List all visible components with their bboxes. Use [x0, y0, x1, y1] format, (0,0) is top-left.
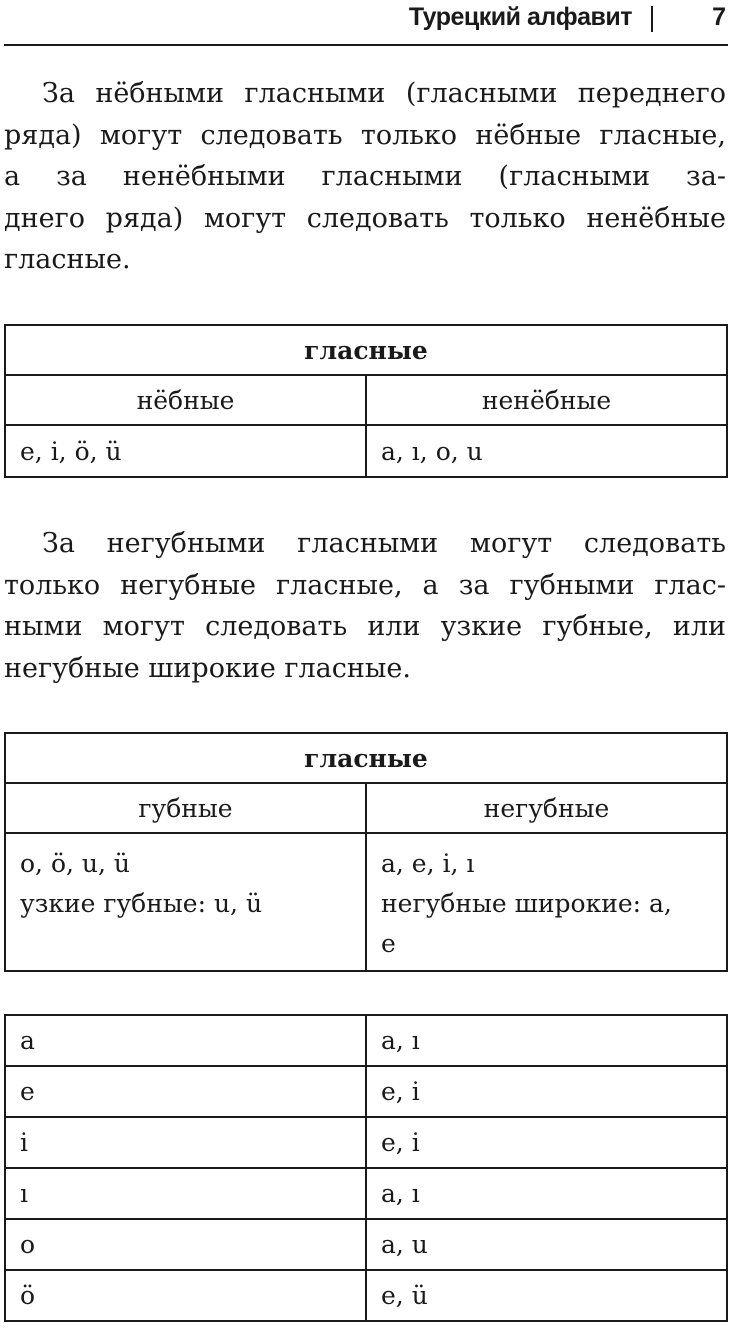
table-cell: a [5, 1015, 366, 1066]
table-cell [366, 833, 727, 971]
paragraph-labial [4, 523, 726, 689]
header-separator [651, 6, 653, 32]
page-header [0, 0, 736, 46]
header-rule [4, 44, 728, 46]
paragraph-line: За нёбными гласными (гласными переднего [42, 78, 726, 109]
table-cell: a, ı, o, u [366, 425, 727, 477]
cell-line: e [381, 929, 396, 958]
table-row [5, 1117, 727, 1168]
paragraph-line: негубные широкие гласные. [4, 652, 411, 684]
cell-line: негубные широкие: a, [381, 889, 672, 918]
paragraph-line: днего ряда) могут следовать только ненёбные [4, 202, 726, 234]
table-cell: e [5, 1066, 366, 1117]
table-cell [5, 833, 366, 971]
paragraph-line: За негубными гласными могут следовать [42, 528, 726, 559]
table-header: гласные [5, 733, 727, 783]
table-vowel-harmony [4, 1014, 728, 1322]
table-cell: ı [5, 1168, 366, 1219]
cell-line: o, ö, u, ü [20, 849, 130, 878]
table-cell: ö [5, 1270, 366, 1321]
column-header: губные [5, 783, 366, 833]
paragraph-line: ными могут следовать или узкие губные, или [4, 611, 726, 642]
table-row [5, 1015, 727, 1066]
table-row [5, 1219, 727, 1270]
paragraph-palatal [4, 73, 726, 281]
table-cell: o [5, 1219, 366, 1270]
table-cell: a, ı [366, 1015, 727, 1066]
table-row [5, 1270, 727, 1321]
table-labial-vowels [4, 732, 728, 972]
paragraph-line: ряда) могут следовать только нёбные гласные, [4, 119, 726, 151]
table-cell: a, ı [366, 1168, 727, 1219]
table-row [5, 1066, 727, 1117]
paragraph-line: а за ненёбными гласными (гласными за- [4, 161, 726, 192]
paragraph-line: гласные. [4, 244, 131, 275]
table-cell: e, ü [366, 1270, 727, 1321]
cell-line: a, e, i, ı [381, 849, 475, 878]
table-palatal-vowels [4, 324, 728, 478]
table-cell: e, i [366, 1066, 727, 1117]
table-row [5, 1168, 727, 1219]
table-header: гласные [5, 325, 727, 375]
paragraph-line: только негубные гласные, а за губными глас- [4, 569, 726, 601]
column-header: негубные [366, 783, 727, 833]
table-cell: e, i [366, 1117, 727, 1168]
column-header: нёбные [5, 375, 366, 425]
page-number: 7 [712, 3, 726, 31]
running-title: Турецкий алфавит [408, 3, 632, 31]
table-cell: i [5, 1117, 366, 1168]
cell-line: узкие губные: u, ü [20, 889, 263, 918]
table-cell: a, u [366, 1219, 727, 1270]
table-cell: e, i, ö, ü [5, 425, 366, 477]
column-header: ненёбные [366, 375, 727, 425]
